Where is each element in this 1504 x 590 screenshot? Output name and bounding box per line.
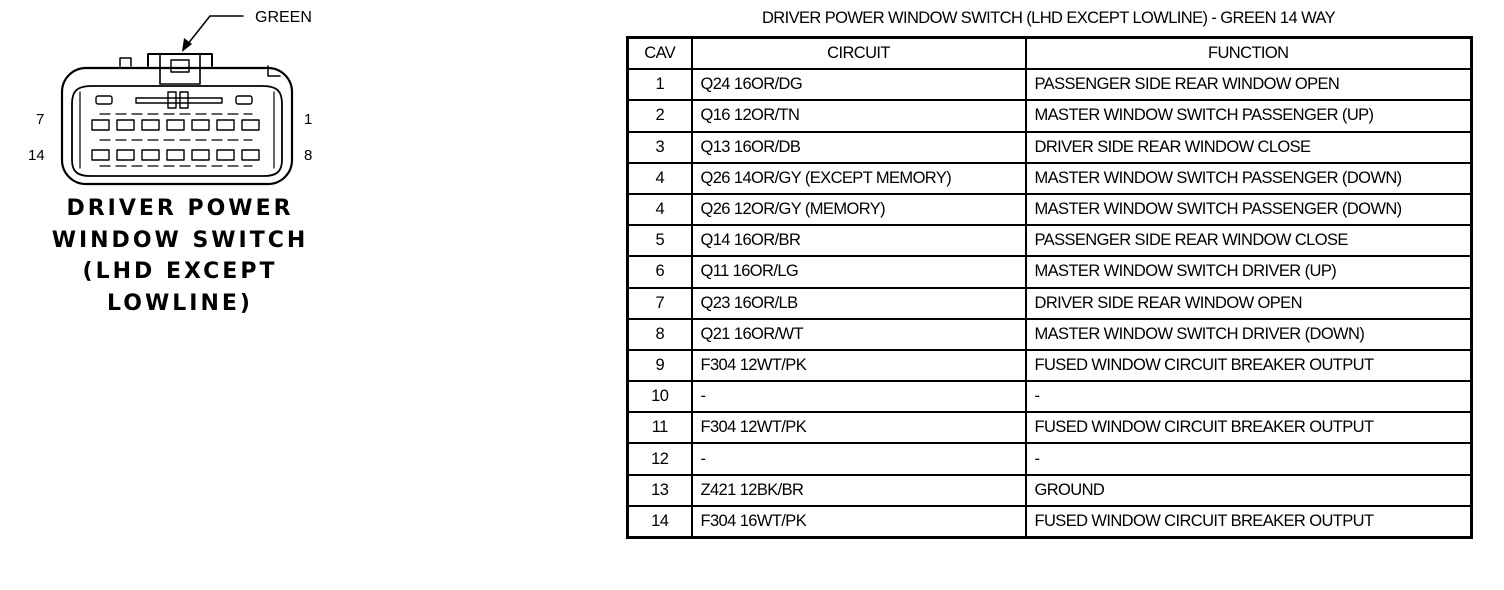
cavity-8 — [242, 150, 259, 160]
function-cell: DRIVER SIDE REAR WINDOW CLOSE — [1026, 132, 1472, 163]
cav-cell: 2 — [628, 100, 692, 131]
cav-cell: 13 — [628, 475, 692, 506]
table-row — [628, 381, 1472, 412]
table-row — [628, 194, 1472, 225]
cavity-14 — [92, 150, 109, 160]
table-row — [628, 350, 1472, 381]
cavity-7 — [92, 120, 109, 130]
circuit-cell: Q11 16OR/LG — [692, 256, 1026, 287]
table-row — [628, 506, 1472, 538]
circuit-cell: Q23 16OR/LB — [692, 288, 1026, 319]
cav-cell: 7 — [628, 288, 692, 319]
pin-table-body — [628, 69, 1472, 537]
cav-cell: 4 — [628, 163, 692, 194]
latch-tab — [171, 60, 189, 72]
function-cell: MASTER WINDOW SWITCH PASSENGER (UP) — [1026, 100, 1472, 131]
circuit-cell: Q16 12OR/TN — [692, 100, 1026, 131]
cav-cell: 1 — [628, 69, 692, 100]
pin-label-8: 8 — [304, 147, 313, 164]
color-label: GREEN — [255, 9, 312, 26]
cav-cell: 12 — [628, 443, 692, 474]
function-cell: MASTER WINDOW SWITCH PASSENGER (DOWN) — [1026, 194, 1472, 225]
table-title: DRIVER POWER WINDOW SWITCH (LHD EXCEPT LOWLINE) - GREEN 14 WAY — [761, 9, 1336, 27]
function-cell: - — [1026, 443, 1472, 474]
cav-cell: 5 — [628, 225, 692, 256]
circuit-cell: F304 16WT/PK — [692, 506, 1026, 538]
function-cell: - — [1026, 381, 1472, 412]
leader-line — [187, 16, 210, 45]
function-cell: MASTER WINDOW SWITCH PASSENGER (DOWN) — [1026, 163, 1472, 194]
circuit-cell: - — [692, 381, 1026, 412]
cavity-4 — [167, 120, 184, 130]
table-row — [628, 225, 1472, 256]
cav-cell: 3 — [628, 132, 692, 163]
table-row — [628, 412, 1472, 443]
pin-table — [626, 36, 1473, 539]
cavity-10 — [192, 150, 209, 160]
circuit-cell: Q21 16OR/WT — [692, 319, 1026, 350]
cavity-3 — [192, 120, 209, 130]
circuit-cell: Q14 16OR/BR — [692, 225, 1026, 256]
function-cell: MASTER WINDOW SWITCH DRIVER (UP) — [1026, 256, 1472, 287]
circuit-cell: F304 12WT/PK — [692, 412, 1026, 443]
circuit-cell: Q24 16OR/DG — [692, 69, 1026, 100]
pin-label-1: 1 — [304, 111, 313, 128]
cavity-12 — [142, 150, 159, 160]
cav-cell: 8 — [628, 319, 692, 350]
pin-label-7: 7 — [36, 111, 45, 128]
cavity-9 — [217, 150, 234, 160]
center-rail — [168, 92, 176, 108]
cavity-13 — [117, 150, 134, 160]
circuit-cell: F304 12WT/PK — [692, 350, 1026, 381]
pin-label-14: 14 — [28, 147, 45, 164]
cavity-2 — [217, 120, 234, 130]
table-row — [628, 163, 1472, 194]
table-row — [628, 100, 1472, 131]
circuit-cell: - — [692, 443, 1026, 474]
cavity-6 — [117, 120, 134, 130]
function-cell: PASSENGER SIDE REAR WINDOW CLOSE — [1026, 225, 1472, 256]
housing-bump — [120, 58, 131, 66]
connector-diagram — [0, 0, 360, 590]
cav-cell: 10 — [628, 381, 692, 412]
table-row — [628, 256, 1472, 287]
table-row — [628, 443, 1472, 474]
circuit-cell: Q26 12OR/GY (MEMORY) — [692, 194, 1026, 225]
cav-cell: 4 — [628, 194, 692, 225]
cav-cell: 14 — [628, 506, 692, 538]
keyway — [96, 96, 112, 104]
center-rail — [136, 98, 222, 103]
circuit-cell: Z421 12BK/BR — [692, 475, 1026, 506]
connector-inner-body — [72, 86, 282, 176]
table-row — [628, 132, 1472, 163]
table-row — [628, 288, 1472, 319]
cavity-11 — [167, 150, 184, 160]
function-cell: PASSENGER SIDE REAR WINDOW OPEN — [1026, 69, 1472, 100]
cav-cell: 9 — [628, 350, 692, 381]
header-cav: CAV — [628, 38, 692, 70]
table-header-row — [628, 38, 1472, 70]
function-cell: MASTER WINDOW SWITCH DRIVER (DOWN) — [1026, 319, 1472, 350]
table-row — [628, 69, 1472, 100]
center-rail — [180, 92, 188, 108]
cav-cell: 11 — [628, 412, 692, 443]
circuit-cell: Q13 16OR/DB — [692, 132, 1026, 163]
connector-title: DRIVER POWER WINDOW SWITCH (LHD EXCEPT LOWLINE) — [51, 196, 309, 316]
table-row — [628, 319, 1472, 350]
function-cell: FUSED WINDOW CIRCUIT BREAKER OUTPUT — [1026, 350, 1472, 381]
cav-cell: 6 — [628, 256, 692, 287]
function-cell: DRIVER SIDE REAR WINDOW OPEN — [1026, 288, 1472, 319]
header-circuit: CIRCUIT — [692, 38, 1026, 70]
function-cell: GROUND — [1026, 475, 1472, 506]
cavity-5 — [142, 120, 159, 130]
cavity-1 — [242, 120, 259, 130]
function-cell: FUSED WINDOW CIRCUIT BREAKER OUTPUT — [1026, 412, 1472, 443]
header-function: FUNCTION — [1026, 38, 1472, 70]
function-cell: FUSED WINDOW CIRCUIT BREAKER OUTPUT — [1026, 506, 1472, 538]
table-row — [628, 475, 1472, 506]
keyway — [236, 96, 252, 104]
circuit-cell: Q26 14OR/GY (EXCEPT MEMORY) — [692, 163, 1026, 194]
